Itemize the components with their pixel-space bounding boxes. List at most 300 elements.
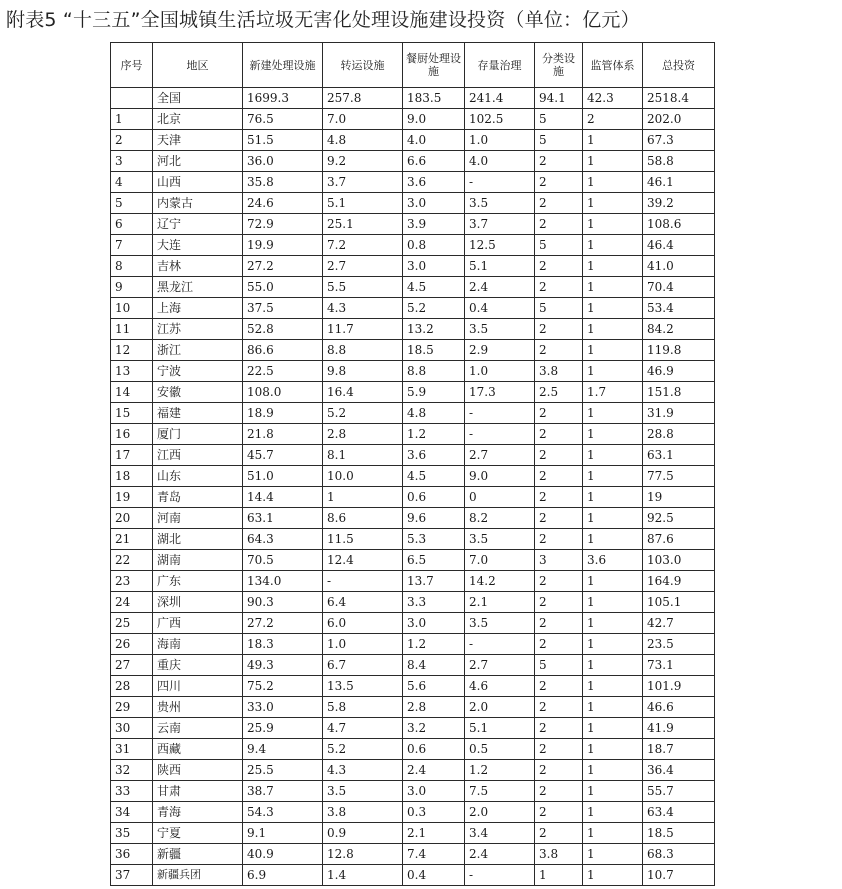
- cell-serial-no: 17: [111, 445, 153, 466]
- cell-stock-treatment: -: [465, 634, 535, 655]
- cell-sorting-facilities: 2: [535, 697, 583, 718]
- cell-serial-no: 23: [111, 571, 153, 592]
- cell-transfer-facilities: 6.0: [323, 613, 403, 634]
- cell-stock-treatment: 241.4: [465, 88, 535, 109]
- cell-total-investment: 103.0: [643, 550, 715, 571]
- cell-transfer-facilities: -: [323, 571, 403, 592]
- cell-kitchen-facilities: 18.5: [403, 340, 465, 361]
- header-total-investment: 总投资: [643, 43, 715, 88]
- cell-sorting-facilities: 5: [535, 130, 583, 151]
- cell-kitchen-facilities: 13.2: [403, 319, 465, 340]
- cell-stock-treatment: 3.5: [465, 529, 535, 550]
- cell-region: 辽宁: [153, 214, 243, 235]
- cell-transfer-facilities: 2.8: [323, 424, 403, 445]
- cell-total-investment: 101.9: [643, 676, 715, 697]
- cell-supervision-system: 1: [583, 865, 643, 886]
- cell-region: 厦门: [153, 424, 243, 445]
- cell-new-facilities: 134.0: [243, 571, 323, 592]
- table-caption: 附表5 “十三五”全国城镇生活垃圾无害化处理设施建设投资（单位：亿元）: [6, 9, 640, 31]
- cell-stock-treatment: 0.4: [465, 298, 535, 319]
- cell-total-investment: 46.6: [643, 697, 715, 718]
- cell-new-facilities: 18.9: [243, 403, 323, 424]
- cell-sorting-facilities: 2: [535, 319, 583, 340]
- cell-new-facilities: 27.2: [243, 256, 323, 277]
- cell-transfer-facilities: 1.4: [323, 865, 403, 886]
- cell-transfer-facilities: 4.8: [323, 130, 403, 151]
- cell-serial-no: 30: [111, 718, 153, 739]
- cell-new-facilities: 24.6: [243, 193, 323, 214]
- cell-transfer-facilities: 5.2: [323, 739, 403, 760]
- cell-serial-no: 5: [111, 193, 153, 214]
- cell-sorting-facilities: 2: [535, 781, 583, 802]
- cell-stock-treatment: 3.5: [465, 193, 535, 214]
- cell-serial-no: 27: [111, 655, 153, 676]
- cell-kitchen-facilities: 5.3: [403, 529, 465, 550]
- cell-kitchen-facilities: 9.6: [403, 508, 465, 529]
- table-row: [111, 592, 715, 613]
- cell-kitchen-facilities: 3.0: [403, 781, 465, 802]
- cell-supervision-system: 1: [583, 781, 643, 802]
- cell-total-investment: 23.5: [643, 634, 715, 655]
- cell-kitchen-facilities: 2.8: [403, 697, 465, 718]
- cell-sorting-facilities: 2: [535, 256, 583, 277]
- cell-supervision-system: 1: [583, 424, 643, 445]
- cell-kitchen-facilities: 9.0: [403, 109, 465, 130]
- cell-new-facilities: 52.8: [243, 319, 323, 340]
- cell-total-investment: 58.8: [643, 151, 715, 172]
- cell-transfer-facilities: 0.9: [323, 823, 403, 844]
- cell-serial-no: 21: [111, 529, 153, 550]
- cell-stock-treatment: 2.4: [465, 844, 535, 865]
- cell-new-facilities: 22.5: [243, 361, 323, 382]
- cell-stock-treatment: 0.5: [465, 739, 535, 760]
- cell-region: 陕西: [153, 760, 243, 781]
- cell-region: 黑龙江: [153, 277, 243, 298]
- table-row: [111, 634, 715, 655]
- cell-new-facilities: 51.0: [243, 466, 323, 487]
- cell-sorting-facilities: 2.5: [535, 382, 583, 403]
- cell-region: 天津: [153, 130, 243, 151]
- cell-region: 海南: [153, 634, 243, 655]
- cell-serial-no: 33: [111, 781, 153, 802]
- cell-transfer-facilities: 16.4: [323, 382, 403, 403]
- cell-new-facilities: 25.5: [243, 760, 323, 781]
- cell-serial-no: 22: [111, 550, 153, 571]
- cell-region: 云南: [153, 718, 243, 739]
- cell-stock-treatment: 2.0: [465, 802, 535, 823]
- cell-new-facilities: 9.1: [243, 823, 323, 844]
- cell-sorting-facilities: 5: [535, 235, 583, 256]
- cell-transfer-facilities: 8.6: [323, 508, 403, 529]
- cell-transfer-facilities: 4.3: [323, 298, 403, 319]
- cell-sorting-facilities: 2: [535, 277, 583, 298]
- cell-kitchen-facilities: 0.4: [403, 865, 465, 886]
- cell-serial-no: 8: [111, 256, 153, 277]
- cell-total-investment: 67.3: [643, 130, 715, 151]
- cell-sorting-facilities: 5: [535, 109, 583, 130]
- cell-transfer-facilities: 5.8: [323, 697, 403, 718]
- cell-region: 吉林: [153, 256, 243, 277]
- cell-serial-no: 9: [111, 277, 153, 298]
- cell-sorting-facilities: 94.1: [535, 88, 583, 109]
- cell-total-investment: 18.5: [643, 823, 715, 844]
- header-supervision-system: 监管体系: [583, 43, 643, 88]
- cell-serial-no: 11: [111, 319, 153, 340]
- cell-transfer-facilities: 1: [323, 487, 403, 508]
- cell-supervision-system: 1: [583, 655, 643, 676]
- cell-new-facilities: 19.9: [243, 235, 323, 256]
- cell-serial-no: 13: [111, 361, 153, 382]
- table-row: [111, 88, 715, 109]
- cell-serial-no: 4: [111, 172, 153, 193]
- cell-new-facilities: 54.3: [243, 802, 323, 823]
- cell-serial-no: 14: [111, 382, 153, 403]
- cell-total-investment: 36.4: [643, 760, 715, 781]
- cell-stock-treatment: 8.2: [465, 508, 535, 529]
- cell-transfer-facilities: 2.7: [323, 256, 403, 277]
- cell-kitchen-facilities: 4.8: [403, 403, 465, 424]
- cell-kitchen-facilities: 5.2: [403, 298, 465, 319]
- cell-transfer-facilities: 8.8: [323, 340, 403, 361]
- cell-supervision-system: 2: [583, 109, 643, 130]
- cell-total-investment: 105.1: [643, 592, 715, 613]
- table-row: [111, 550, 715, 571]
- table-row: [111, 529, 715, 550]
- table-row: [111, 844, 715, 865]
- cell-kitchen-facilities: 183.5: [403, 88, 465, 109]
- cell-supervision-system: 1: [583, 466, 643, 487]
- cell-total-investment: 41.0: [643, 256, 715, 277]
- cell-new-facilities: 64.3: [243, 529, 323, 550]
- cell-supervision-system: 1: [583, 130, 643, 151]
- cell-transfer-facilities: 12.4: [323, 550, 403, 571]
- cell-new-facilities: 9.4: [243, 739, 323, 760]
- cell-region: 湖北: [153, 529, 243, 550]
- cell-region: 青岛: [153, 487, 243, 508]
- cell-new-facilities: 1699.3: [243, 88, 323, 109]
- cell-total-investment: 39.2: [643, 193, 715, 214]
- cell-kitchen-facilities: 5.6: [403, 676, 465, 697]
- cell-total-investment: 84.2: [643, 319, 715, 340]
- cell-supervision-system: 1: [583, 319, 643, 340]
- cell-total-investment: 18.7: [643, 739, 715, 760]
- cell-stock-treatment: 12.5: [465, 235, 535, 256]
- cell-new-facilities: 86.6: [243, 340, 323, 361]
- cell-transfer-facilities: 6.7: [323, 655, 403, 676]
- cell-sorting-facilities: 2: [535, 823, 583, 844]
- table-row: [111, 823, 715, 844]
- table-header: [111, 43, 715, 88]
- cell-region: 青海: [153, 802, 243, 823]
- cell-stock-treatment: -: [465, 865, 535, 886]
- cell-supervision-system: 1: [583, 340, 643, 361]
- table-row: [111, 739, 715, 760]
- cell-stock-treatment: 102.5: [465, 109, 535, 130]
- cell-new-facilities: 37.5: [243, 298, 323, 319]
- cell-new-facilities: 72.9: [243, 214, 323, 235]
- cell-total-investment: 46.4: [643, 235, 715, 256]
- cell-total-investment: 46.9: [643, 361, 715, 382]
- header-sorting-facilities: 分类设施: [535, 43, 583, 88]
- header-region: 地区: [153, 43, 243, 88]
- cell-transfer-facilities: 5.5: [323, 277, 403, 298]
- cell-supervision-system: 1: [583, 718, 643, 739]
- cell-region: 江苏: [153, 319, 243, 340]
- cell-total-investment: 108.6: [643, 214, 715, 235]
- cell-new-facilities: 45.7: [243, 445, 323, 466]
- cell-transfer-facilities: 9.2: [323, 151, 403, 172]
- cell-new-facilities: 90.3: [243, 592, 323, 613]
- cell-supervision-system: 1: [583, 193, 643, 214]
- cell-sorting-facilities: 2: [535, 571, 583, 592]
- cell-sorting-facilities: 3: [535, 550, 583, 571]
- cell-kitchen-facilities: 8.8: [403, 361, 465, 382]
- cell-serial-no: [111, 88, 153, 109]
- cell-new-facilities: 51.5: [243, 130, 323, 151]
- table-row: [111, 151, 715, 172]
- cell-total-investment: 53.4: [643, 298, 715, 319]
- cell-serial-no: 35: [111, 823, 153, 844]
- cell-sorting-facilities: 2: [535, 739, 583, 760]
- cell-stock-treatment: 5.1: [465, 256, 535, 277]
- cell-serial-no: 29: [111, 697, 153, 718]
- cell-stock-treatment: 2.7: [465, 445, 535, 466]
- cell-stock-treatment: 2.7: [465, 655, 535, 676]
- table-row: [111, 571, 715, 592]
- cell-total-investment: 70.4: [643, 277, 715, 298]
- cell-region: 山东: [153, 466, 243, 487]
- cell-serial-no: 36: [111, 844, 153, 865]
- header-row: [111, 43, 715, 88]
- cell-total-investment: 68.3: [643, 844, 715, 865]
- cell-stock-treatment: 9.0: [465, 466, 535, 487]
- cell-serial-no: 19: [111, 487, 153, 508]
- cell-stock-treatment: -: [465, 403, 535, 424]
- cell-sorting-facilities: 5: [535, 655, 583, 676]
- cell-supervision-system: 1: [583, 256, 643, 277]
- cell-transfer-facilities: 5.1: [323, 193, 403, 214]
- cell-supervision-system: 1: [583, 172, 643, 193]
- table-row: [111, 277, 715, 298]
- cell-supervision-system: 1: [583, 802, 643, 823]
- cell-stock-treatment: 2.9: [465, 340, 535, 361]
- table-row: [111, 235, 715, 256]
- cell-kitchen-facilities: 3.2: [403, 718, 465, 739]
- cell-total-investment: 73.1: [643, 655, 715, 676]
- cell-transfer-facilities: 3.8: [323, 802, 403, 823]
- cell-stock-treatment: 2.1: [465, 592, 535, 613]
- cell-transfer-facilities: 7.0: [323, 109, 403, 130]
- cell-transfer-facilities: 3.5: [323, 781, 403, 802]
- table-row: [111, 319, 715, 340]
- cell-supervision-system: 42.3: [583, 88, 643, 109]
- cell-supervision-system: 1: [583, 361, 643, 382]
- cell-kitchen-facilities: 3.0: [403, 256, 465, 277]
- cell-sorting-facilities: 2: [535, 760, 583, 781]
- cell-region: 新疆兵团: [153, 865, 243, 886]
- cell-new-facilities: 49.3: [243, 655, 323, 676]
- cell-total-investment: 41.9: [643, 718, 715, 739]
- table-row: [111, 445, 715, 466]
- cell-transfer-facilities: 11.7: [323, 319, 403, 340]
- cell-total-investment: 77.5: [643, 466, 715, 487]
- cell-serial-no: 37: [111, 865, 153, 886]
- cell-supervision-system: 1: [583, 634, 643, 655]
- cell-region: 福建: [153, 403, 243, 424]
- cell-serial-no: 18: [111, 466, 153, 487]
- cell-stock-treatment: 4.6: [465, 676, 535, 697]
- cell-total-investment: 119.8: [643, 340, 715, 361]
- cell-new-facilities: 27.2: [243, 613, 323, 634]
- cell-sorting-facilities: 2: [535, 676, 583, 697]
- cell-supervision-system: 1: [583, 487, 643, 508]
- cell-kitchen-facilities: 4.5: [403, 466, 465, 487]
- cell-serial-no: 25: [111, 613, 153, 634]
- cell-region: 内蒙古: [153, 193, 243, 214]
- cell-kitchen-facilities: 6.5: [403, 550, 465, 571]
- cell-supervision-system: 1: [583, 529, 643, 550]
- cell-sorting-facilities: 2: [535, 592, 583, 613]
- cell-total-investment: 28.8: [643, 424, 715, 445]
- cell-serial-no: 26: [111, 634, 153, 655]
- investment-table-container: [110, 42, 714, 886]
- cell-serial-no: 16: [111, 424, 153, 445]
- cell-kitchen-facilities: 2.1: [403, 823, 465, 844]
- cell-sorting-facilities: 1: [535, 865, 583, 886]
- cell-transfer-facilities: 257.8: [323, 88, 403, 109]
- cell-sorting-facilities: 2: [535, 403, 583, 424]
- cell-kitchen-facilities: 7.4: [403, 844, 465, 865]
- cell-region: 河南: [153, 508, 243, 529]
- cell-supervision-system: 1: [583, 844, 643, 865]
- cell-new-facilities: 14.4: [243, 487, 323, 508]
- cell-total-investment: 63.4: [643, 802, 715, 823]
- cell-kitchen-facilities: 1.2: [403, 424, 465, 445]
- header-stock-treatment: 存量治理: [465, 43, 535, 88]
- cell-total-investment: 151.8: [643, 382, 715, 403]
- cell-stock-treatment: 3.7: [465, 214, 535, 235]
- cell-kitchen-facilities: 3.6: [403, 445, 465, 466]
- cell-total-investment: 87.6: [643, 529, 715, 550]
- cell-total-investment: 63.1: [643, 445, 715, 466]
- cell-stock-treatment: 3.5: [465, 319, 535, 340]
- cell-kitchen-facilities: 4.5: [403, 277, 465, 298]
- table-row: [111, 613, 715, 634]
- cell-supervision-system: 1: [583, 697, 643, 718]
- table-row: [111, 130, 715, 151]
- cell-supervision-system: 1: [583, 298, 643, 319]
- cell-sorting-facilities: 2: [535, 466, 583, 487]
- cell-total-investment: 164.9: [643, 571, 715, 592]
- cell-region: 全国: [153, 88, 243, 109]
- cell-stock-treatment: 14.2: [465, 571, 535, 592]
- cell-sorting-facilities: 2: [535, 718, 583, 739]
- cell-supervision-system: 1: [583, 151, 643, 172]
- cell-region: 甘肃: [153, 781, 243, 802]
- cell-region: 大连: [153, 235, 243, 256]
- cell-serial-no: 34: [111, 802, 153, 823]
- cell-supervision-system: 1: [583, 823, 643, 844]
- cell-region: 深圳: [153, 592, 243, 613]
- cell-supervision-system: 1: [583, 403, 643, 424]
- cell-transfer-facilities: 1.0: [323, 634, 403, 655]
- cell-serial-no: 2: [111, 130, 153, 151]
- cell-sorting-facilities: 3.8: [535, 361, 583, 382]
- cell-region: 河北: [153, 151, 243, 172]
- cell-sorting-facilities: 2: [535, 340, 583, 361]
- cell-region: 重庆: [153, 655, 243, 676]
- table-row: [111, 214, 715, 235]
- cell-new-facilities: 33.0: [243, 697, 323, 718]
- table-row: [111, 424, 715, 445]
- cell-stock-treatment: -: [465, 172, 535, 193]
- cell-transfer-facilities: 4.3: [323, 760, 403, 781]
- cell-serial-no: 10: [111, 298, 153, 319]
- cell-region: 江西: [153, 445, 243, 466]
- cell-transfer-facilities: 3.7: [323, 172, 403, 193]
- cell-sorting-facilities: 2: [535, 424, 583, 445]
- cell-total-investment: 42.7: [643, 613, 715, 634]
- cell-region: 浙江: [153, 340, 243, 361]
- investment-table: [110, 42, 715, 886]
- table-row: [111, 382, 715, 403]
- table-row: [111, 298, 715, 319]
- cell-kitchen-facilities: 3.6: [403, 172, 465, 193]
- table-row: [111, 781, 715, 802]
- cell-transfer-facilities: 8.1: [323, 445, 403, 466]
- cell-sorting-facilities: 3.8: [535, 844, 583, 865]
- cell-region: 四川: [153, 676, 243, 697]
- cell-stock-treatment: 7.0: [465, 550, 535, 571]
- table-row: [111, 676, 715, 697]
- cell-new-facilities: 38.7: [243, 781, 323, 802]
- cell-serial-no: 31: [111, 739, 153, 760]
- cell-total-investment: 19: [643, 487, 715, 508]
- cell-kitchen-facilities: 8.4: [403, 655, 465, 676]
- cell-transfer-facilities: 9.8: [323, 361, 403, 382]
- cell-new-facilities: 76.5: [243, 109, 323, 130]
- cell-supervision-system: 1: [583, 571, 643, 592]
- cell-sorting-facilities: 2: [535, 613, 583, 634]
- cell-new-facilities: 40.9: [243, 844, 323, 865]
- cell-transfer-facilities: 4.7: [323, 718, 403, 739]
- cell-region: 湖南: [153, 550, 243, 571]
- cell-region: 新疆: [153, 844, 243, 865]
- table-row: [111, 718, 715, 739]
- cell-sorting-facilities: 2: [535, 634, 583, 655]
- cell-serial-no: 32: [111, 760, 153, 781]
- cell-stock-treatment: 1.0: [465, 130, 535, 151]
- cell-transfer-facilities: 11.5: [323, 529, 403, 550]
- cell-sorting-facilities: 2: [535, 445, 583, 466]
- cell-kitchen-facilities: 3.0: [403, 193, 465, 214]
- cell-serial-no: 12: [111, 340, 153, 361]
- cell-region: 广西: [153, 613, 243, 634]
- header-kitchen-facilities: 餐厨处理设施: [403, 43, 465, 88]
- cell-region: 广东: [153, 571, 243, 592]
- cell-sorting-facilities: 2: [535, 151, 583, 172]
- cell-kitchen-facilities: 3.9: [403, 214, 465, 235]
- cell-region: 贵州: [153, 697, 243, 718]
- cell-supervision-system: 3.6: [583, 550, 643, 571]
- cell-transfer-facilities: 13.5: [323, 676, 403, 697]
- cell-new-facilities: 70.5: [243, 550, 323, 571]
- cell-supervision-system: 1: [583, 613, 643, 634]
- table-row: [111, 802, 715, 823]
- cell-sorting-facilities: 2: [535, 172, 583, 193]
- table-row: [111, 256, 715, 277]
- table-row: [111, 340, 715, 361]
